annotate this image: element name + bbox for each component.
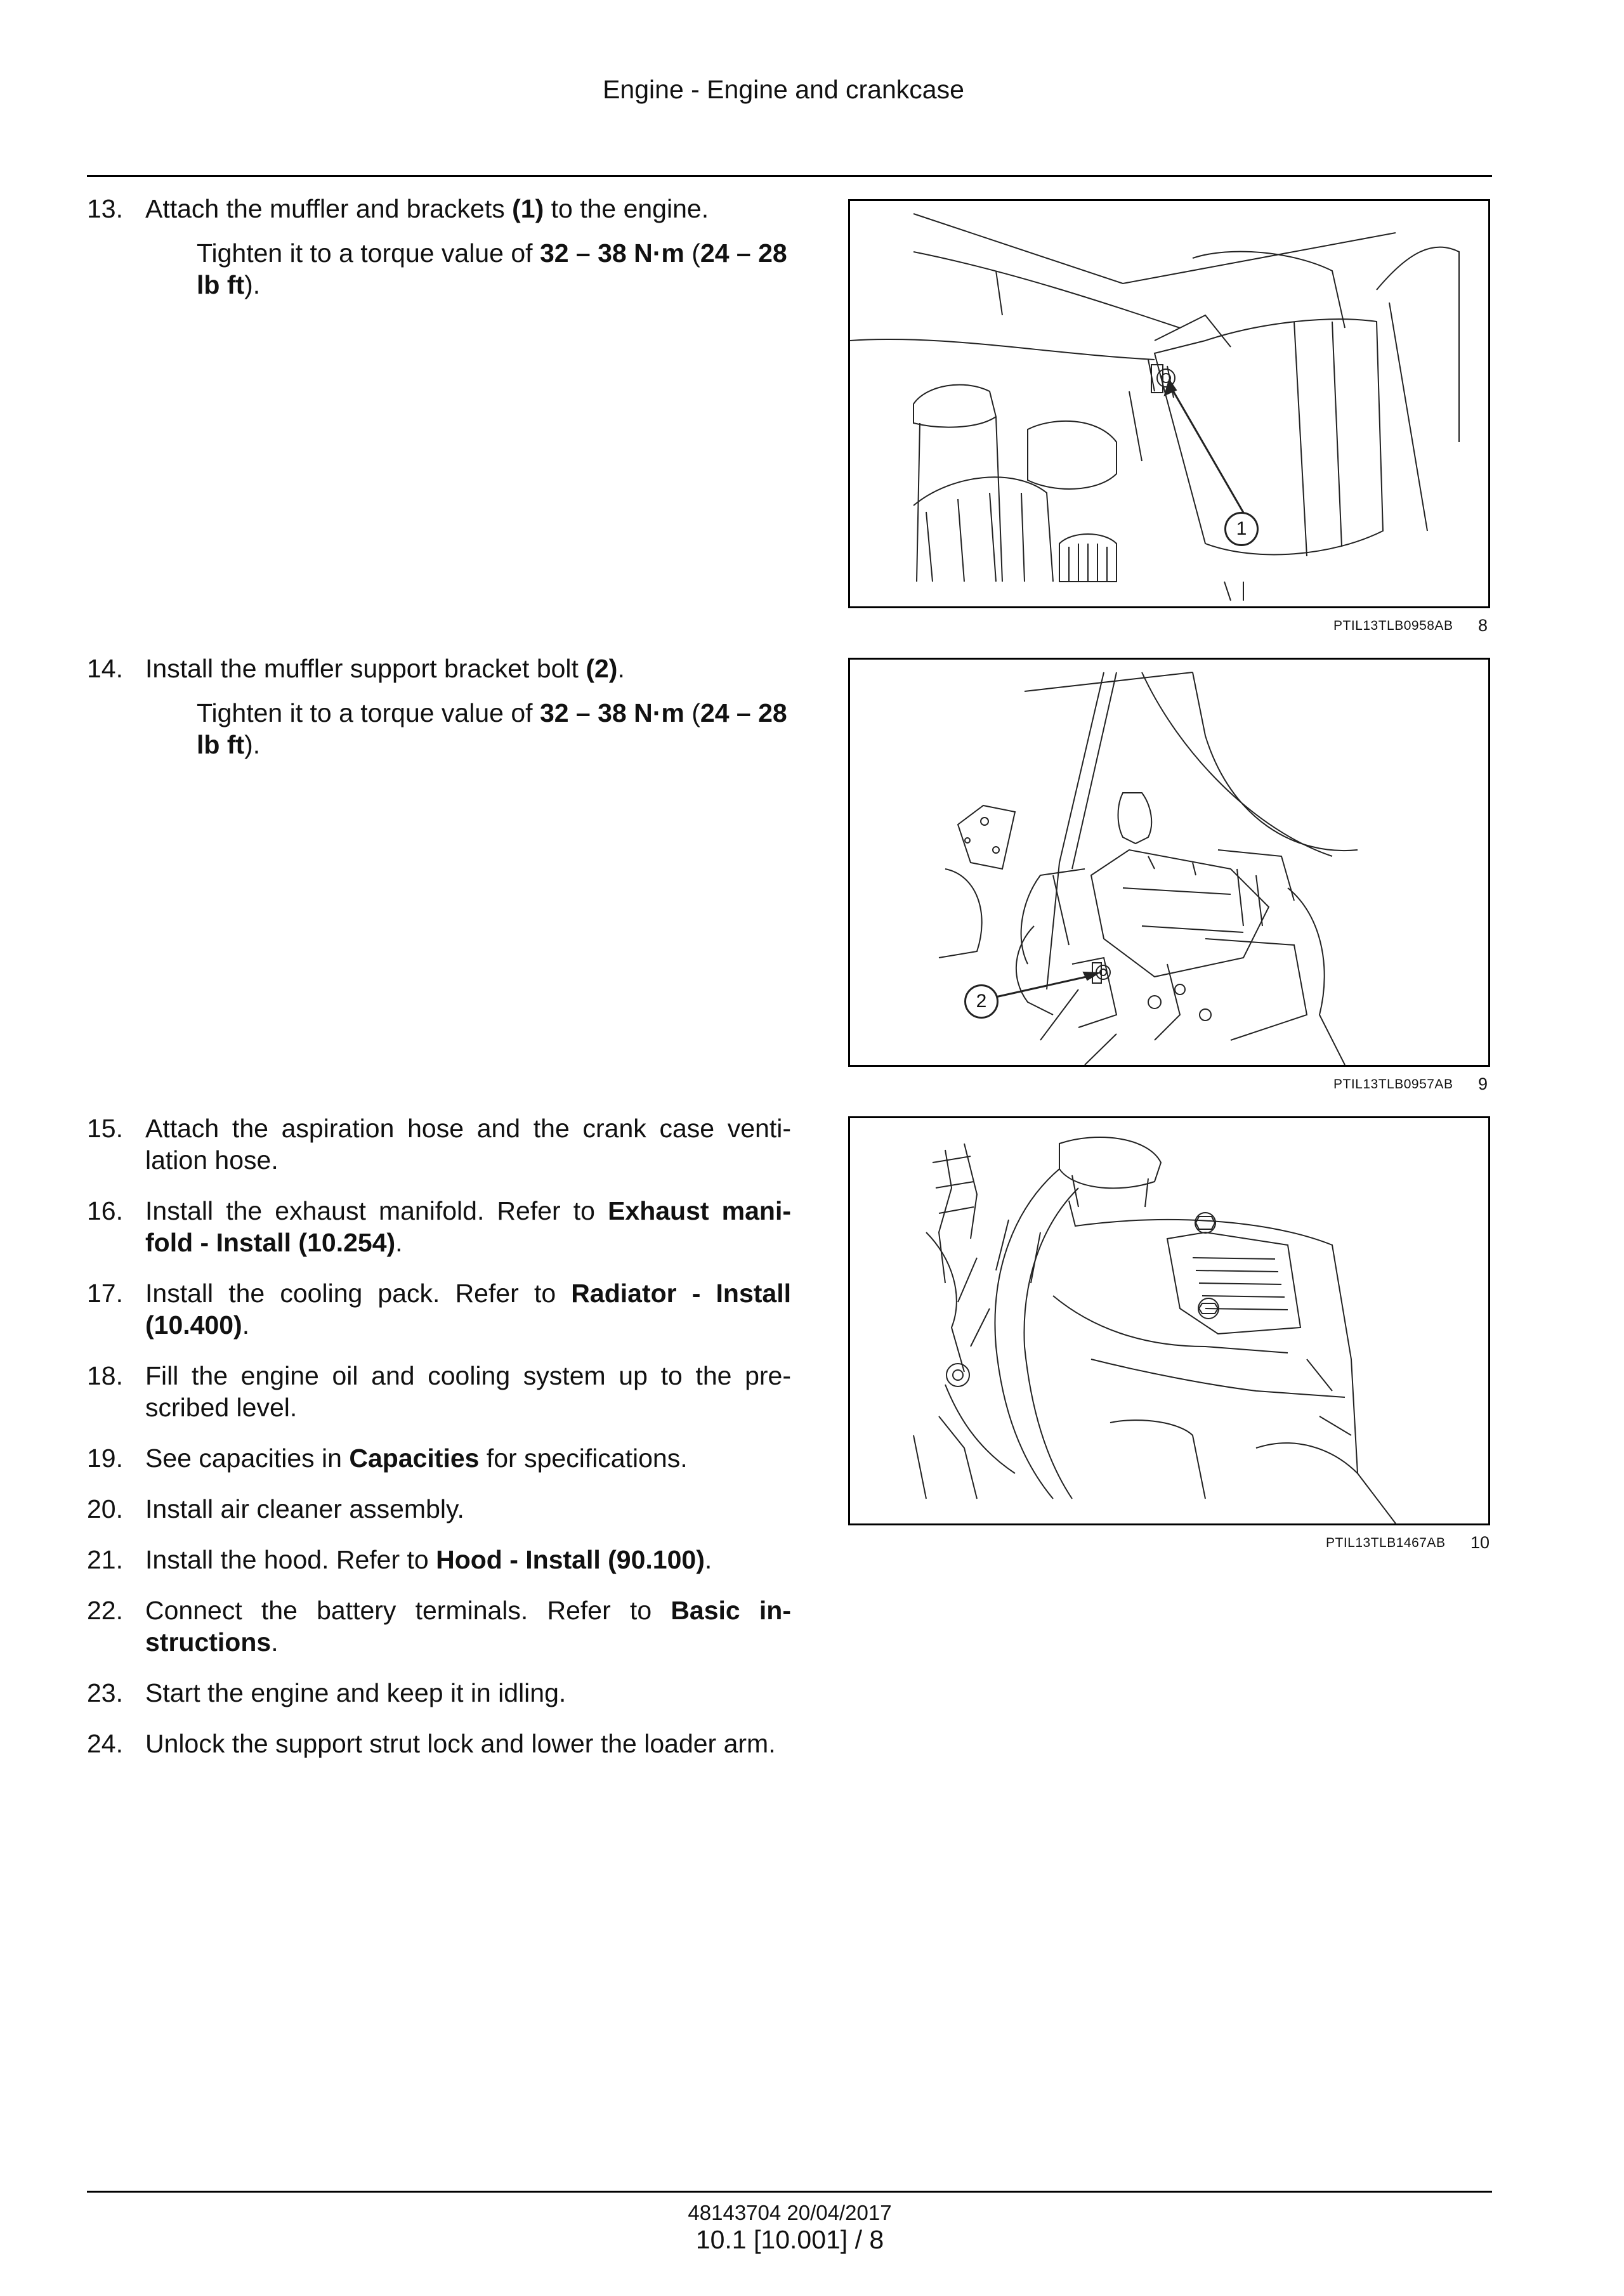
- step-number: 13.: [87, 194, 123, 223]
- figure-8-code: PTIL13TLB0958AB: [1333, 618, 1453, 633]
- step-number: 18.: [87, 1361, 123, 1390]
- paren-close: ).: [244, 270, 261, 299]
- torque-note-14: [197, 697, 790, 760]
- torque-note-13: [197, 237, 790, 301]
- paren-open: (: [684, 698, 700, 727]
- step-13: [87, 193, 791, 225]
- step-text: Install the hood. Refer to: [145, 1545, 436, 1574]
- step-text: .: [395, 1228, 403, 1257]
- step-text: Install the muffler support bracket bolt: [145, 654, 586, 683]
- step-15: [87, 1112, 791, 1176]
- cross-reference: Radiator - Install (10.400): [145, 1279, 791, 1340]
- step-number: 24.: [87, 1729, 123, 1758]
- page-header-title: Engine - Engine and crankcase: [603, 75, 964, 104]
- figure-10-hoses: [848, 1116, 1490, 1525]
- step-17: [87, 1277, 791, 1341]
- step-22: [87, 1595, 791, 1658]
- cross-reference: Capacities: [349, 1444, 480, 1473]
- figure-10-number: 10: [1470, 1533, 1490, 1552]
- footer-doc-code: 48143704 20/04/2017: [688, 2201, 892, 2224]
- step-text: Install the exhaust manifold. Refer to: [145, 1196, 608, 1225]
- step-number: 20.: [87, 1494, 123, 1523]
- torque-lbft: 24 – 28 lb ft: [197, 698, 787, 759]
- step-21: [87, 1544, 791, 1575]
- step-text: Attach the muffler and brackets: [145, 194, 513, 223]
- step-number: 14.: [87, 654, 123, 683]
- step-number: 19.: [87, 1444, 123, 1473]
- step-24: [87, 1728, 791, 1759]
- torque-prefix: Tighten it to a torque value of: [197, 698, 540, 727]
- step-text: Start the engine and keep it in idling.: [145, 1678, 566, 1707]
- step-number: 22.: [87, 1596, 123, 1625]
- torque-nm: 32 – 38 N·m: [539, 238, 684, 268]
- step-text: Connect the battery terminals. Refer to: [145, 1596, 671, 1625]
- figure-10-code: PTIL13TLB1467AB: [1326, 1536, 1446, 1550]
- step-number: 21.: [87, 1545, 123, 1574]
- footer-rule: [87, 2191, 1492, 2193]
- cross-reference: Exhaust mani-fold - Install (10.254): [145, 1196, 791, 1257]
- hoses-illustration: [850, 1118, 1488, 1523]
- step-text: Install air cleaner assembly.: [145, 1494, 464, 1523]
- step-text: See capacities in: [145, 1444, 350, 1473]
- step-14: [87, 653, 791, 684]
- callout-ref: (2): [586, 654, 618, 683]
- step-text: Attach the aspiration hose and the crank case venti-lation hose.: [145, 1114, 791, 1175]
- header-rule: [87, 175, 1492, 177]
- figure-8-number: 8: [1478, 616, 1488, 635]
- step-number: 15.: [87, 1114, 123, 1143]
- step-text: .: [242, 1310, 250, 1340]
- step-text: Install the cooling pack. Refer to: [145, 1279, 572, 1308]
- callout-1-badge: 1: [1224, 512, 1259, 546]
- torque-prefix: Tighten it to a torque value of: [197, 238, 540, 268]
- figure-9-code: PTIL13TLB0957AB: [1333, 1077, 1453, 1092]
- footer-page-number: 10.1 [10.001] / 8: [695, 2225, 884, 2254]
- step-18: [87, 1360, 791, 1423]
- callout-ref: (1): [512, 194, 544, 223]
- figure-8-muffler-brackets: [848, 199, 1490, 608]
- step-text: .: [271, 1627, 278, 1657]
- cross-reference: Hood - Install (90.100): [436, 1545, 705, 1574]
- step-text: .: [704, 1545, 712, 1574]
- step-text: Unlock the support strut lock and lower the loader arm.: [145, 1729, 776, 1758]
- step-20: [87, 1493, 791, 1525]
- paren-close: ).: [244, 730, 261, 759]
- step-19: [87, 1442, 791, 1474]
- torque-nm: 32 – 38 N·m: [539, 698, 684, 727]
- torque-lbft: 24 – 28 lb ft: [197, 238, 787, 299]
- figure-9-number: 9: [1478, 1074, 1488, 1093]
- cross-reference: Basic in-structions: [145, 1596, 791, 1657]
- step-text: for specifications.: [479, 1444, 688, 1473]
- step-16: [87, 1195, 791, 1258]
- callout-2-badge: 2: [964, 984, 999, 1019]
- step-number: 17.: [87, 1279, 123, 1308]
- step-text: Fill the engine oil and cooling system up to the pre-scribed level.: [145, 1361, 791, 1422]
- step-number: 23.: [87, 1678, 123, 1707]
- step-text: .: [617, 654, 625, 683]
- muffler-illustration: [850, 201, 1488, 606]
- step-23: [87, 1677, 791, 1709]
- bracket-bolt-illustration: [850, 660, 1488, 1065]
- step-text: to the engine.: [544, 194, 709, 223]
- step-number: 16.: [87, 1196, 123, 1225]
- figure-9-bracket-bolt: [848, 658, 1490, 1067]
- paren-open: (: [684, 238, 700, 268]
